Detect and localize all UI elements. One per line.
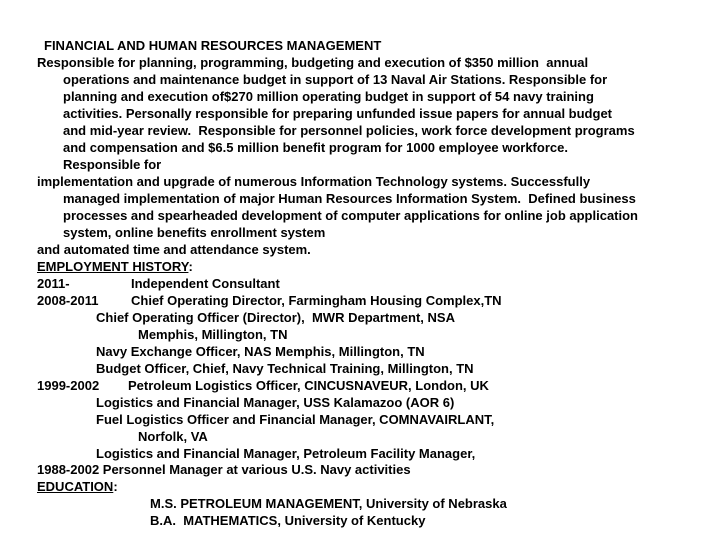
summary-line-8: implementation and upgrade of numerous Information Technology systems. Successfully — [37, 174, 591, 189]
education-degree-2: B.A. MATHEMATICS, University of Kentucky — [150, 513, 426, 528]
summary-line-1: Responsible for planning, programming, budgeting and execution of $350 million annual — [37, 55, 589, 70]
summary-line-11: system, online benefits enrollment system — [63, 225, 326, 240]
employment-years-7: 1999-2002 — [37, 378, 100, 393]
employment-entry-2: Chief Operating Director, Farmingham Housing Complex,TN — [131, 293, 502, 308]
education-heading — [37, 479, 118, 495]
employment-entry-1: Independent Consultant — [131, 276, 280, 291]
section-title: FINANCIAL AND HUMAN RESOURCES MANAGEMENT — [44, 38, 382, 53]
employment-entry-8: Logistics and Financial Manager, USS Kalamazoo (AOR 6) — [96, 395, 455, 410]
employment-years-1: 2011- — [37, 276, 70, 291]
employment-entry-9: Fuel Logistics Officer and Financial Manager, COMNAVAIRLANT, — [96, 412, 495, 427]
summary-line-2: operations and maintenance budget in support of 13 Naval Air Stations. Responsible for — [63, 72, 608, 87]
employment-entry-5: Navy Exchange Officer, NAS Memphis, Millington, TN — [96, 344, 425, 359]
education-heading-colon: : — [113, 479, 118, 494]
summary-line-4: activities. Personally responsible for preparing unfunded issue papers for annual budget — [63, 106, 613, 121]
employment-entry-12: 1988-2002 Personnel Manager at various U.S. Navy activities — [37, 462, 411, 477]
employment-entry-6: Budget Officer, Chief, Navy Technical Training, Millington, TN — [96, 361, 474, 376]
summary-line-5: and mid-year review. Responsible for personnel policies, work force development programs — [63, 123, 635, 138]
education-heading-text: EDUCATION — [37, 479, 114, 494]
employment-heading-text: EMPLOYMENT HISTORY — [37, 259, 189, 274]
employment-entry-10: Norfolk, VA — [138, 429, 208, 444]
summary-line-10: processes and spearheaded development of computer applications for online job application — [63, 208, 639, 223]
employment-entry-4: Memphis, Millington, TN — [138, 327, 288, 342]
employment-heading — [37, 259, 193, 275]
employment-years-2: 2008-2011 — [37, 293, 99, 308]
employment-entry-7: Petroleum Logistics Officer, CINCUSNAVEUR, London, UK — [128, 378, 489, 393]
summary-line-9: managed implementation of major Human Resources Information System. Defined business — [63, 191, 636, 206]
summary-line-12: and automated time and attendance system. — [37, 242, 311, 257]
employment-entry-3: Chief Operating Officer (Director), MWR Department, NSA — [96, 310, 455, 325]
employment-heading-colon: : — [188, 259, 193, 274]
summary-line-7: Responsible for — [63, 157, 162, 172]
summary-line-6: and compensation and $6.5 million benefit program for 1000 employee workforce. — [63, 140, 568, 155]
education-degree-1: M.S. PETROLEUM MANAGEMENT, University of Nebraska — [150, 496, 507, 511]
summary-line-3: planning and execution of$270 million operating budget in support of 54 navy training — [63, 89, 594, 104]
employment-entry-11: Logistics and Financial Manager, Petroleum Facility Manager, — [96, 446, 476, 461]
